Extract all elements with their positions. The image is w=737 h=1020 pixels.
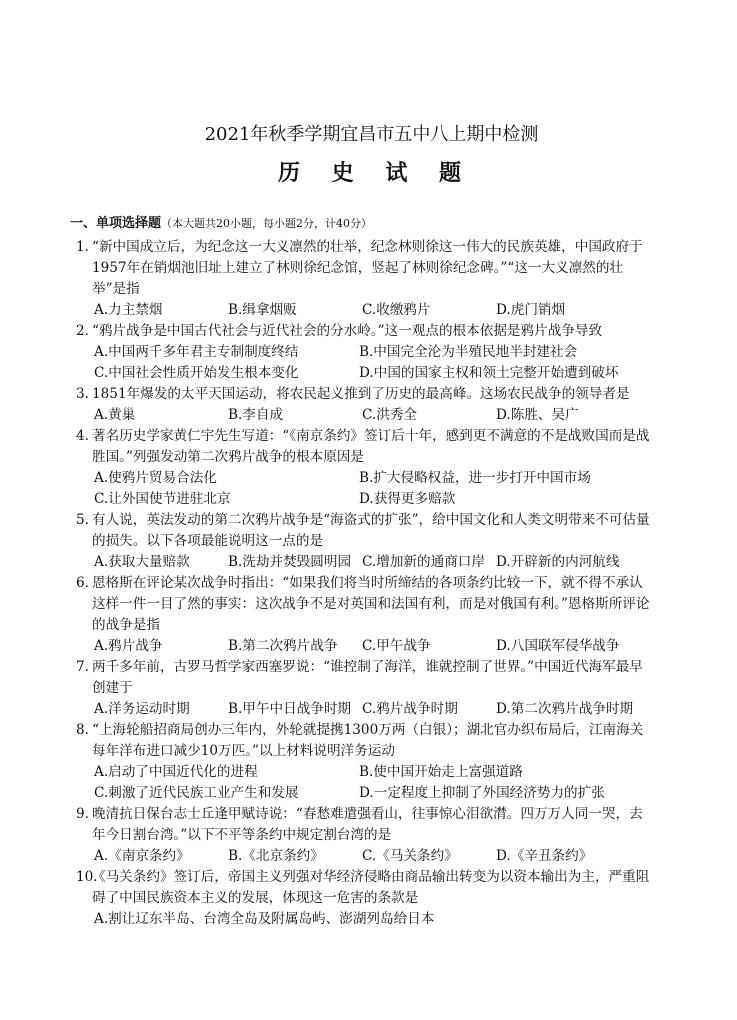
question-stem: 有人说，英法发动的第二次鸦片战争是“海盗式的扩张”，给中国文化和人类文明带来不可估量的损失。以下各项最能说明这一点的是 bbox=[92, 512, 650, 549]
question-stem: “上海轮船招商局创办三年内，外轮就提携1300万两（白银）；湖北官办织布局后，江南海关每年洋布进口减少10万匹。”以上材料说明洋务运动 bbox=[92, 722, 644, 759]
option-c: C.甲午战争 bbox=[362, 638, 431, 654]
question-7 bbox=[76, 657, 651, 720]
option-list bbox=[92, 699, 651, 720]
question-3 bbox=[76, 384, 651, 426]
option-a: A.力主禁烟 bbox=[94, 302, 163, 318]
question-number: 4. bbox=[76, 428, 89, 444]
option-c: C.让外国使节进驻北京 bbox=[94, 491, 231, 507]
page-title: 2021年秋季学期宜昌市五中八上期中检测 bbox=[204, 124, 539, 145]
question-number: 2． bbox=[76, 323, 99, 339]
section-heading-label: 一、单项选择题 bbox=[70, 216, 162, 231]
option-a: A.鸦片战争 bbox=[94, 638, 163, 654]
question-stem: “鸦片战争是中国古代社会与近代社会的分水岭。”这一观点的根本依据是鸦片战争导致 bbox=[92, 323, 603, 339]
option-a: A.黄巢 bbox=[94, 407, 136, 423]
question-number: 9. bbox=[76, 806, 89, 822]
question-1 bbox=[76, 237, 651, 321]
question-number: 1． bbox=[76, 239, 99, 255]
option-a: A.《南京条约》 bbox=[94, 848, 190, 864]
question-9 bbox=[76, 804, 651, 867]
option-list bbox=[92, 300, 651, 321]
option-d: D.八国联军侵华战争 bbox=[496, 638, 620, 654]
question-4 bbox=[76, 426, 651, 510]
question-number: 3. bbox=[76, 386, 89, 402]
option-a: A.使鸦片贸易合法化 bbox=[94, 470, 217, 486]
option-d: D.一定程度上抑制了外国经济势力的扩张 bbox=[359, 785, 605, 801]
option-b: B.第二次鸦片战争 bbox=[228, 638, 338, 654]
question-stem: 《马关条约》签订后，帝国主义列强对华经济侵略由商品输出转变为以资本输出为主，严重阻碍了中国民族资本主义的发展，体现这一危害的条款是 bbox=[92, 869, 650, 906]
question-number: 8. bbox=[76, 722, 89, 738]
option-c: C.中国社会性质开始发生根本变化 bbox=[94, 365, 299, 381]
question-10 bbox=[76, 867, 651, 930]
option-c: C.洪秀全 bbox=[362, 407, 418, 423]
question-stem: “新中国成立后，为纪念这一大义凛然的壮举，纪念林则徐这一伟大的民族英雄，中国政府于1957年在销烟池旧址上建立了林则徐纪念馆，竖起了林则徐纪念碑。”“这一大义凛然的壮举”是指 bbox=[92, 239, 643, 297]
question-number: 7. bbox=[76, 659, 89, 675]
question-stem: 晚清抗日保台志士丘逢甲赋诗说：“春愁难遣强看山，往事惊心泪欲潸。四万万人同一哭，去年今日割台湾。”以下不平等条约中规定割台湾的是 bbox=[92, 806, 643, 843]
option-d: D.中国的国家主权和领土完整开始遭到破坏 bbox=[359, 365, 619, 381]
question-stem: 两千多年前，古罗马哲学家西塞罗说：“谁控制了海洋，谁就控制了世界。”中国近代海军最早创建于 bbox=[92, 659, 643, 696]
question-stem: 著名历史学家黄仁宇先生写道：“《南京条约》签订后十年，感到更不满意的不是战败国而是战胜国。”列强发动第二次鸦片战争的根本原因是 bbox=[92, 428, 650, 465]
option-c: C.刺激了近代民族工业产生和发展 bbox=[94, 785, 299, 801]
section-heading bbox=[70, 215, 651, 233]
option-c: C.鸦片战争时期 bbox=[362, 701, 458, 717]
question-6 bbox=[76, 573, 651, 657]
option-list bbox=[92, 762, 651, 804]
option-list bbox=[92, 468, 651, 510]
option-d: D.《辛丑条约》 bbox=[496, 848, 593, 864]
question-5 bbox=[76, 510, 651, 573]
question-number: 5. bbox=[76, 512, 89, 528]
option-b: B.《北京条约》 bbox=[228, 848, 324, 864]
question-number: 10. bbox=[76, 869, 98, 885]
page-subtitle: 历 史 试 题 bbox=[278, 161, 465, 186]
section-heading-note: （本大题共20小题，每小题2分，计40分） bbox=[161, 217, 373, 230]
option-a: A.中国两千多年君主专制制度终结 bbox=[94, 344, 299, 360]
option-list bbox=[92, 342, 651, 384]
option-d: D.虎门销烟 bbox=[496, 302, 566, 318]
option-list bbox=[92, 636, 651, 657]
question-number: 6. bbox=[76, 575, 89, 591]
option-list bbox=[92, 846, 651, 867]
question-stem: 恩格斯在评论某次战争时指出：“如果我们将当时所缔结的各项条约比较一下，就不得不承认这样一件一目了然的事实：这次战争不是对英国和法国有利，而是对俄国有利。”恩格斯所评论的战争是指 bbox=[92, 575, 650, 633]
option-b: B.洗劫并焚毁圆明园 bbox=[228, 554, 352, 570]
option-d: D.陈胜、吴广 bbox=[496, 407, 579, 423]
option-c: C.《马关条约》 bbox=[362, 848, 458, 864]
question-stem: 1851年爆发的太平天国运动，将农民起义推到了历史的最高峰。这场农民战争的领导者是 bbox=[92, 386, 630, 402]
option-a: A.启动了中国近代化的进程 bbox=[94, 764, 258, 780]
option-b: B.中国完全沦为半殖民地半封建社会 bbox=[359, 344, 578, 360]
question-8 bbox=[76, 720, 651, 804]
option-a: A.割让辽东半岛、台湾全岛及附属岛屿、澎湖列岛给日本 bbox=[94, 911, 435, 927]
question-2 bbox=[76, 321, 651, 384]
option-a: A.洋务运动时期 bbox=[94, 701, 190, 717]
option-d: D.开辟新的内河航线 bbox=[496, 554, 620, 570]
option-a: A.获取大量赔款 bbox=[94, 554, 190, 570]
option-list bbox=[92, 405, 651, 426]
option-d: D.第二次鸦片战争时期 bbox=[496, 701, 634, 717]
option-list bbox=[92, 909, 651, 930]
option-d: D.获得更多赔款 bbox=[359, 491, 456, 507]
option-c: C.增加新的通商口岸 bbox=[362, 554, 485, 570]
option-b: B.缉拿烟贩 bbox=[228, 302, 297, 318]
option-b: B.使中国开始走上富强道路 bbox=[359, 764, 523, 780]
option-b: B.扩大侵略权益，进一步打开中国市场 bbox=[359, 470, 591, 486]
option-c: C.收缴鸦片 bbox=[362, 302, 431, 318]
option-list bbox=[92, 552, 651, 573]
option-b: B.李自成 bbox=[228, 407, 284, 423]
option-b: B.甲午中日战争时期 bbox=[228, 701, 352, 717]
